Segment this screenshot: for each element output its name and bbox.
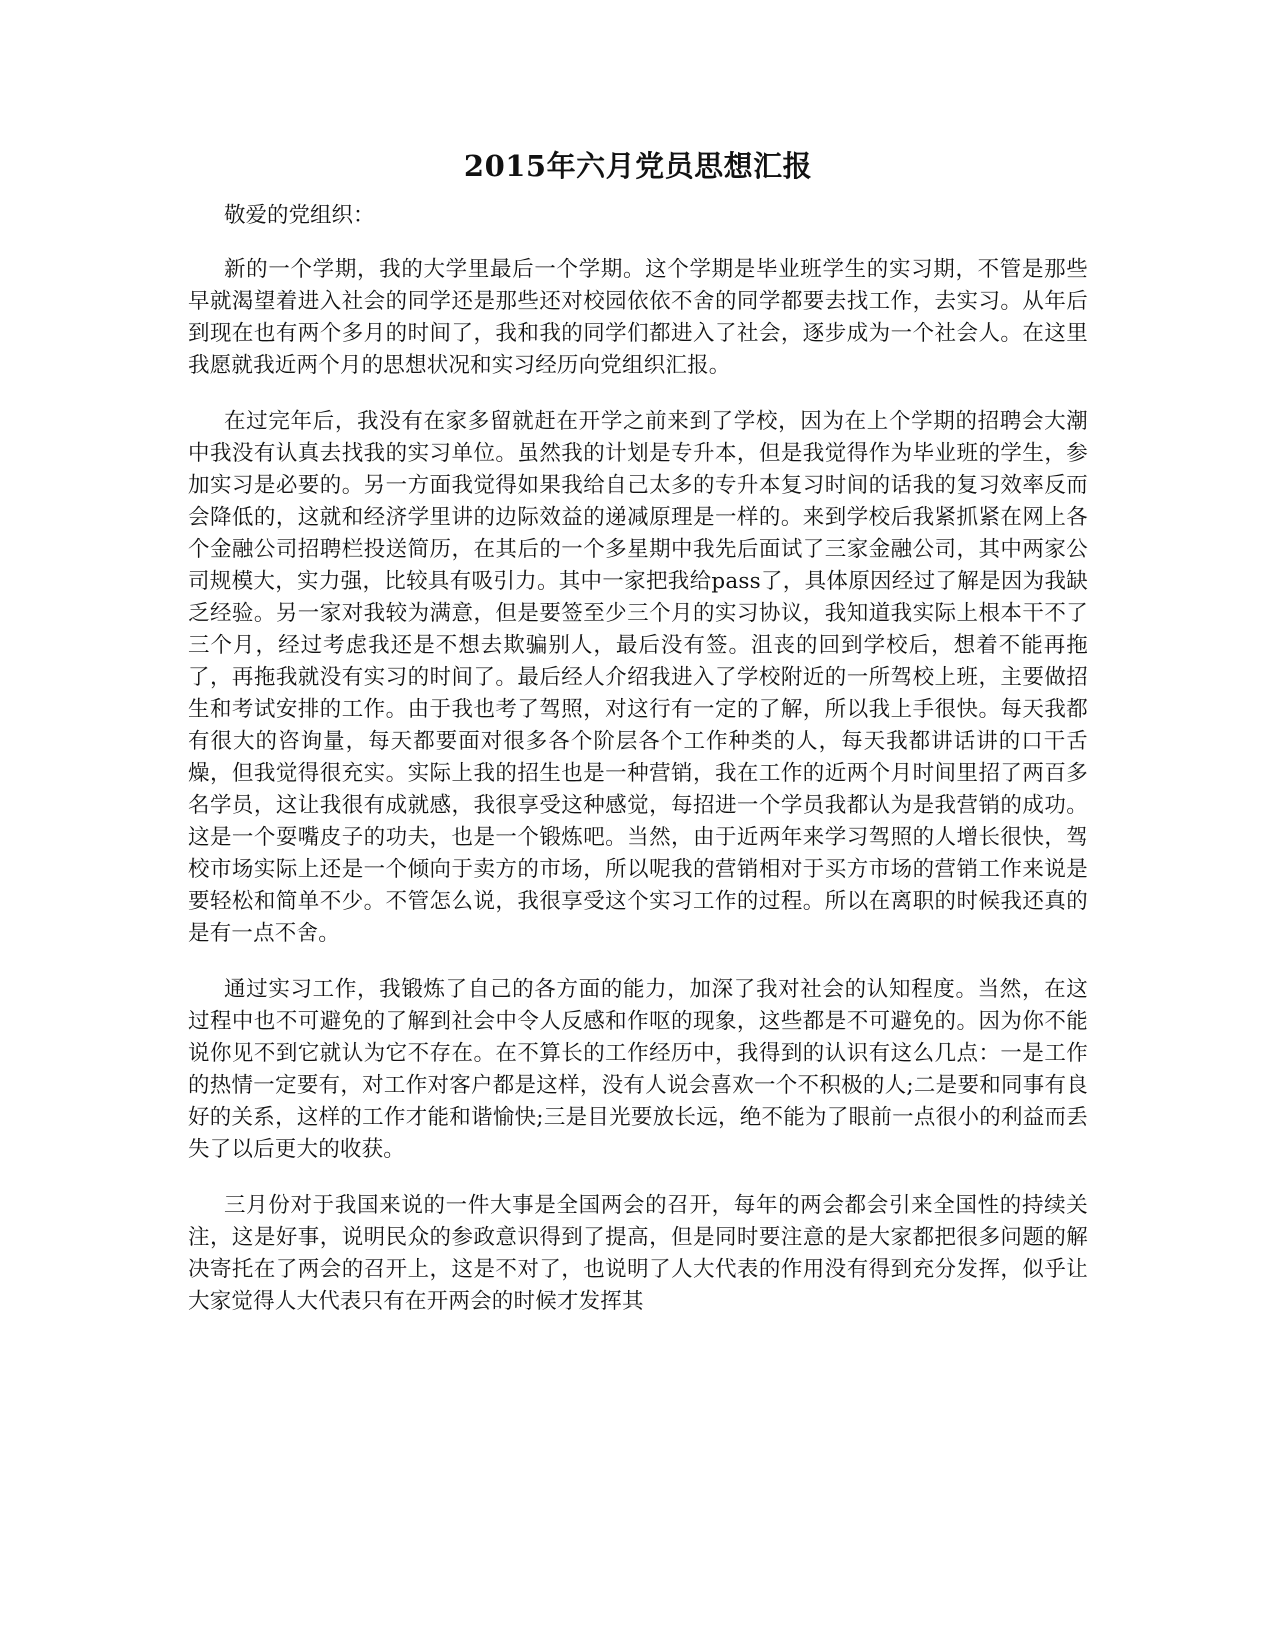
- salutation: 敬爱的党组织：: [224, 203, 375, 228]
- paragraph-internship-experience: 在过完年后，我没有在家多留就赶在开学之前来到了学校，因为在上个学期的招聘会大潮中我没有认真去找我的实习单位。虽然我的计划是专升本，但是我觉得作为毕业班的学生，参加实习是必要的。另一方面我觉得如果我给自己太多的专升本复习时间的话我的复习效率反而会降低的，这就和经济学里讲的边际效益的递减原理是一样的。来到学校后我紧抓紧在网上各个金融公司招聘栏投送简历，在其后的一个多星期中我先后面试了三家金融公司，其中两家公司规模大，实力强，比较具有吸引力。其中一家把我给pass了，具体原因经过了解是因为我缺乏经验。另一家对我较为满意，但是要签至少三个月的实习协议，我知道我实际上根本干不了三个月，经过考虑我还是不想去欺骗别人，最后没有签。沮丧的回到学校后，想着不能再拖了，再拖我就没有实习的时间了。最后经人介绍我进入了学校附近的一所驾校上班，主要做招生和考试安排的工作。由于我也考了驾照，对这行有一定的了解，所以我上手很快。每天我都有很大的咨询量，每天都要面对很多各个阶层各个工作种类的人，每天我都讲话讲的口干舌燥，但我觉得很充实。实际上我的招生也是一种营销，我在工作的近两个月时间里招了两百多名学员，这让我很有成就感，我很享受这种感觉，每招进一个学员我都认为是我营销的成功。这是一个耍嘴皮子的功夫，也是一个锻炼吧。当然，由于近两年来学习驾照的人增长很快，驾校市场实际上还是一个倾向于卖方的市场，所以呢我的营销相对于买方市场的营销工作来说是要轻松和简单不少。不管怎么说，我很享受这个实习工作的过程。所以在离职的时候我还真的是有一点不舍。: [188, 409, 1088, 946]
- paragraph-internship-intro: 新的一个学期，我的大学里最后一个学期。这个学期是毕业班学生的实习期，不管是那些早就渴望着进入社会的同学还是那些还对校园依依不舍的同学都要去找工作，去实习。从年后到现在也有两个多月的时间了，我和我的同学们都进入了社会，逐步成为一个社会人。在这里我愿就我近两个月的思想状况和实习经历向党组织汇报。: [188, 257, 1088, 378]
- paragraph-lessons-learned: 通过实习工作，我锻炼了自己的各方面的能力，加深了我对社会的认知程度。当然，在这过程中也不可避免的了解到社会中令人反感和作呕的现象，这些都是不可避免的。因为你不能说你见不到它就认为它不存在。在不算长的工作经历中，我得到的认识有这么几点：一是工作的热情一定要有，对工作对客户都是这样，没有人说会喜欢一个不积极的人;二是要和同事有良好的关系，这样的工作才能和谐愉快;三是目光要放长远，绝不能为了眼前一点很小的利益而丢失了以后更大的收获。: [188, 977, 1088, 1162]
- document-body: [188, 146, 1088, 1342]
- document-title: 2015年六月党员思想汇报: [463, 149, 813, 183]
- paragraph-two-sessions: 三月份对于我国来说的一件大事是全国两会的召开，每年的两会都会引来全国性的持续关注，这是好事，说明民众的参政意识得到了提高，但是同时要注意的是大家都把很多问题的解决寄托在了两会的召开上，这是不对了，也说明了人大代表的作用没有得到充分发挥，似乎让大家觉得人大代表只有在开两会的时候才发挥其: [188, 1193, 1088, 1314]
